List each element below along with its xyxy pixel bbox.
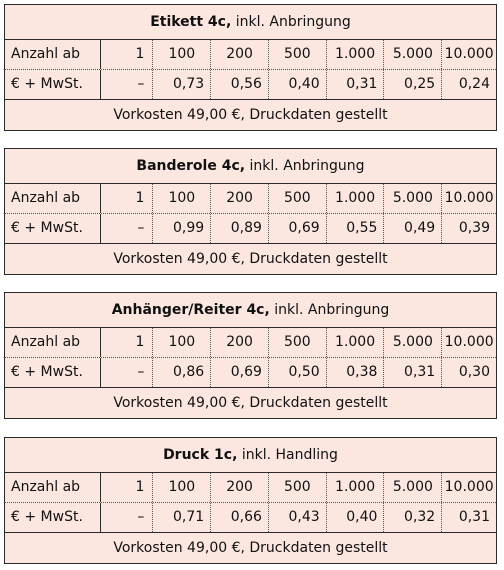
quantity-row [5,184,496,214]
quantity-row-label: Anzahl ab [5,40,101,69]
price-cell: 0,31 [458,509,490,525]
quantity-cell: 5.000 [384,184,442,213]
quantity-cell: 5.000 [384,328,442,357]
table-footer: Vorkosten 49,00 €, Druckdaten gestellt [113,540,388,556]
quantity-cell: 500 [269,40,327,69]
quantity-cell: 500 [269,328,327,357]
table-footer: Vorkosten 49,00 €, Druckdaten gestellt [113,107,388,123]
quantity-cell: 10.000 [444,334,494,350]
price-cell: 0,38 [327,358,385,387]
price-row [5,503,496,533]
table-title [5,438,496,473]
price-cell: 0,24 [458,76,490,92]
quantity-cell: 200 [211,184,269,213]
quantity-cell: 1 [101,328,154,357]
table-footer: Vorkosten 49,00 €, Druckdaten gestellt [113,251,388,267]
price-cell: 0,31 [384,358,442,387]
price-row-label: € + MwSt. [5,358,101,387]
price-cell: – [101,503,154,532]
quantity-cell: 5.000 [384,473,442,502]
price-row-label: € + MwSt. [5,503,101,532]
price-cell: 0,32 [384,503,442,532]
quantity-cell: 1.000 [327,473,385,502]
price-cell: 0,25 [384,70,442,99]
table-title-rest: inkl. Anbringung [269,302,390,318]
quantity-cell: 10.000 [444,190,494,206]
quantity-cell: 10.000 [444,479,494,495]
quantity-cell: 1.000 [327,40,385,69]
price-row [5,70,496,100]
price-cell: 0,30 [458,364,490,380]
quantity-cell: 1.000 [327,184,385,213]
table-title-bold: Anhänger/Reiter 4c, [111,302,270,318]
quantity-cell: 100 [153,473,211,502]
table-title-bold: Etikett 4c, [150,14,232,30]
table-title-rest: inkl. Handling [237,447,338,463]
table-title-bold: Banderole 4c, [136,158,246,174]
price-cell: 0,56 [211,70,269,99]
quantity-row-label: Anzahl ab [5,184,101,213]
quantity-cell: 5.000 [384,40,442,69]
price-cell: 0,43 [269,503,327,532]
table-title-rest: inkl. Anbringung [245,158,365,174]
price-cell: 0,71 [153,503,211,532]
quantity-cell: 100 [153,40,211,69]
price-cell: 0,69 [269,214,327,243]
price-table-etikett [4,4,497,131]
price-row-label: € + MwSt. [5,70,101,99]
price-cell: 0,49 [384,214,442,243]
quantity-row-label: Anzahl ab [5,328,101,357]
price-table-banderole [4,148,497,275]
price-cell: 0,89 [211,214,269,243]
quantity-cell: 1 [101,184,154,213]
quantity-cell: 100 [153,328,211,357]
quantity-cell: 200 [211,40,269,69]
quantity-cell: 200 [211,473,269,502]
quantity-cell: 1.000 [327,328,385,357]
quantity-row-label: Anzahl ab [5,473,101,502]
price-cell: 0,99 [153,214,211,243]
price-row-label: € + MwSt. [5,214,101,243]
quantity-cell: 500 [269,473,327,502]
price-cell: 0,39 [458,220,490,236]
price-row [5,214,496,244]
quantity-cell: 100 [153,184,211,213]
price-cell: 0,40 [327,503,385,532]
price-row [5,358,496,388]
table-footer: Vorkosten 49,00 €, Druckdaten gestellt [113,395,388,411]
price-cell: 0,40 [269,70,327,99]
quantity-cell: 500 [269,184,327,213]
quantity-cell: 200 [211,328,269,357]
price-cell: 0,69 [211,358,269,387]
quantity-row [5,328,496,358]
price-cell: 0,73 [153,70,211,99]
table-title-bold: Druck 1c, [163,447,238,463]
price-cell: – [101,358,154,387]
quantity-row [5,473,496,503]
price-cell: 0,31 [327,70,385,99]
price-table-druck [4,437,497,564]
quantity-cell: 10.000 [444,46,494,62]
table-title-rest: inkl. Anbringung [231,14,351,30]
table-title [5,293,496,328]
quantity-cell: 1 [101,40,154,69]
quantity-row [5,40,496,70]
table-title [5,5,496,40]
price-cell: 0,55 [327,214,385,243]
price-cell: 0,66 [211,503,269,532]
price-table-anhaenger-reiter [4,292,497,419]
price-cell: 0,86 [153,358,211,387]
quantity-cell: 1 [101,473,154,502]
price-cell: – [101,214,154,243]
price-cell: 0,50 [269,358,327,387]
price-cell: – [101,70,154,99]
table-title [5,149,496,184]
